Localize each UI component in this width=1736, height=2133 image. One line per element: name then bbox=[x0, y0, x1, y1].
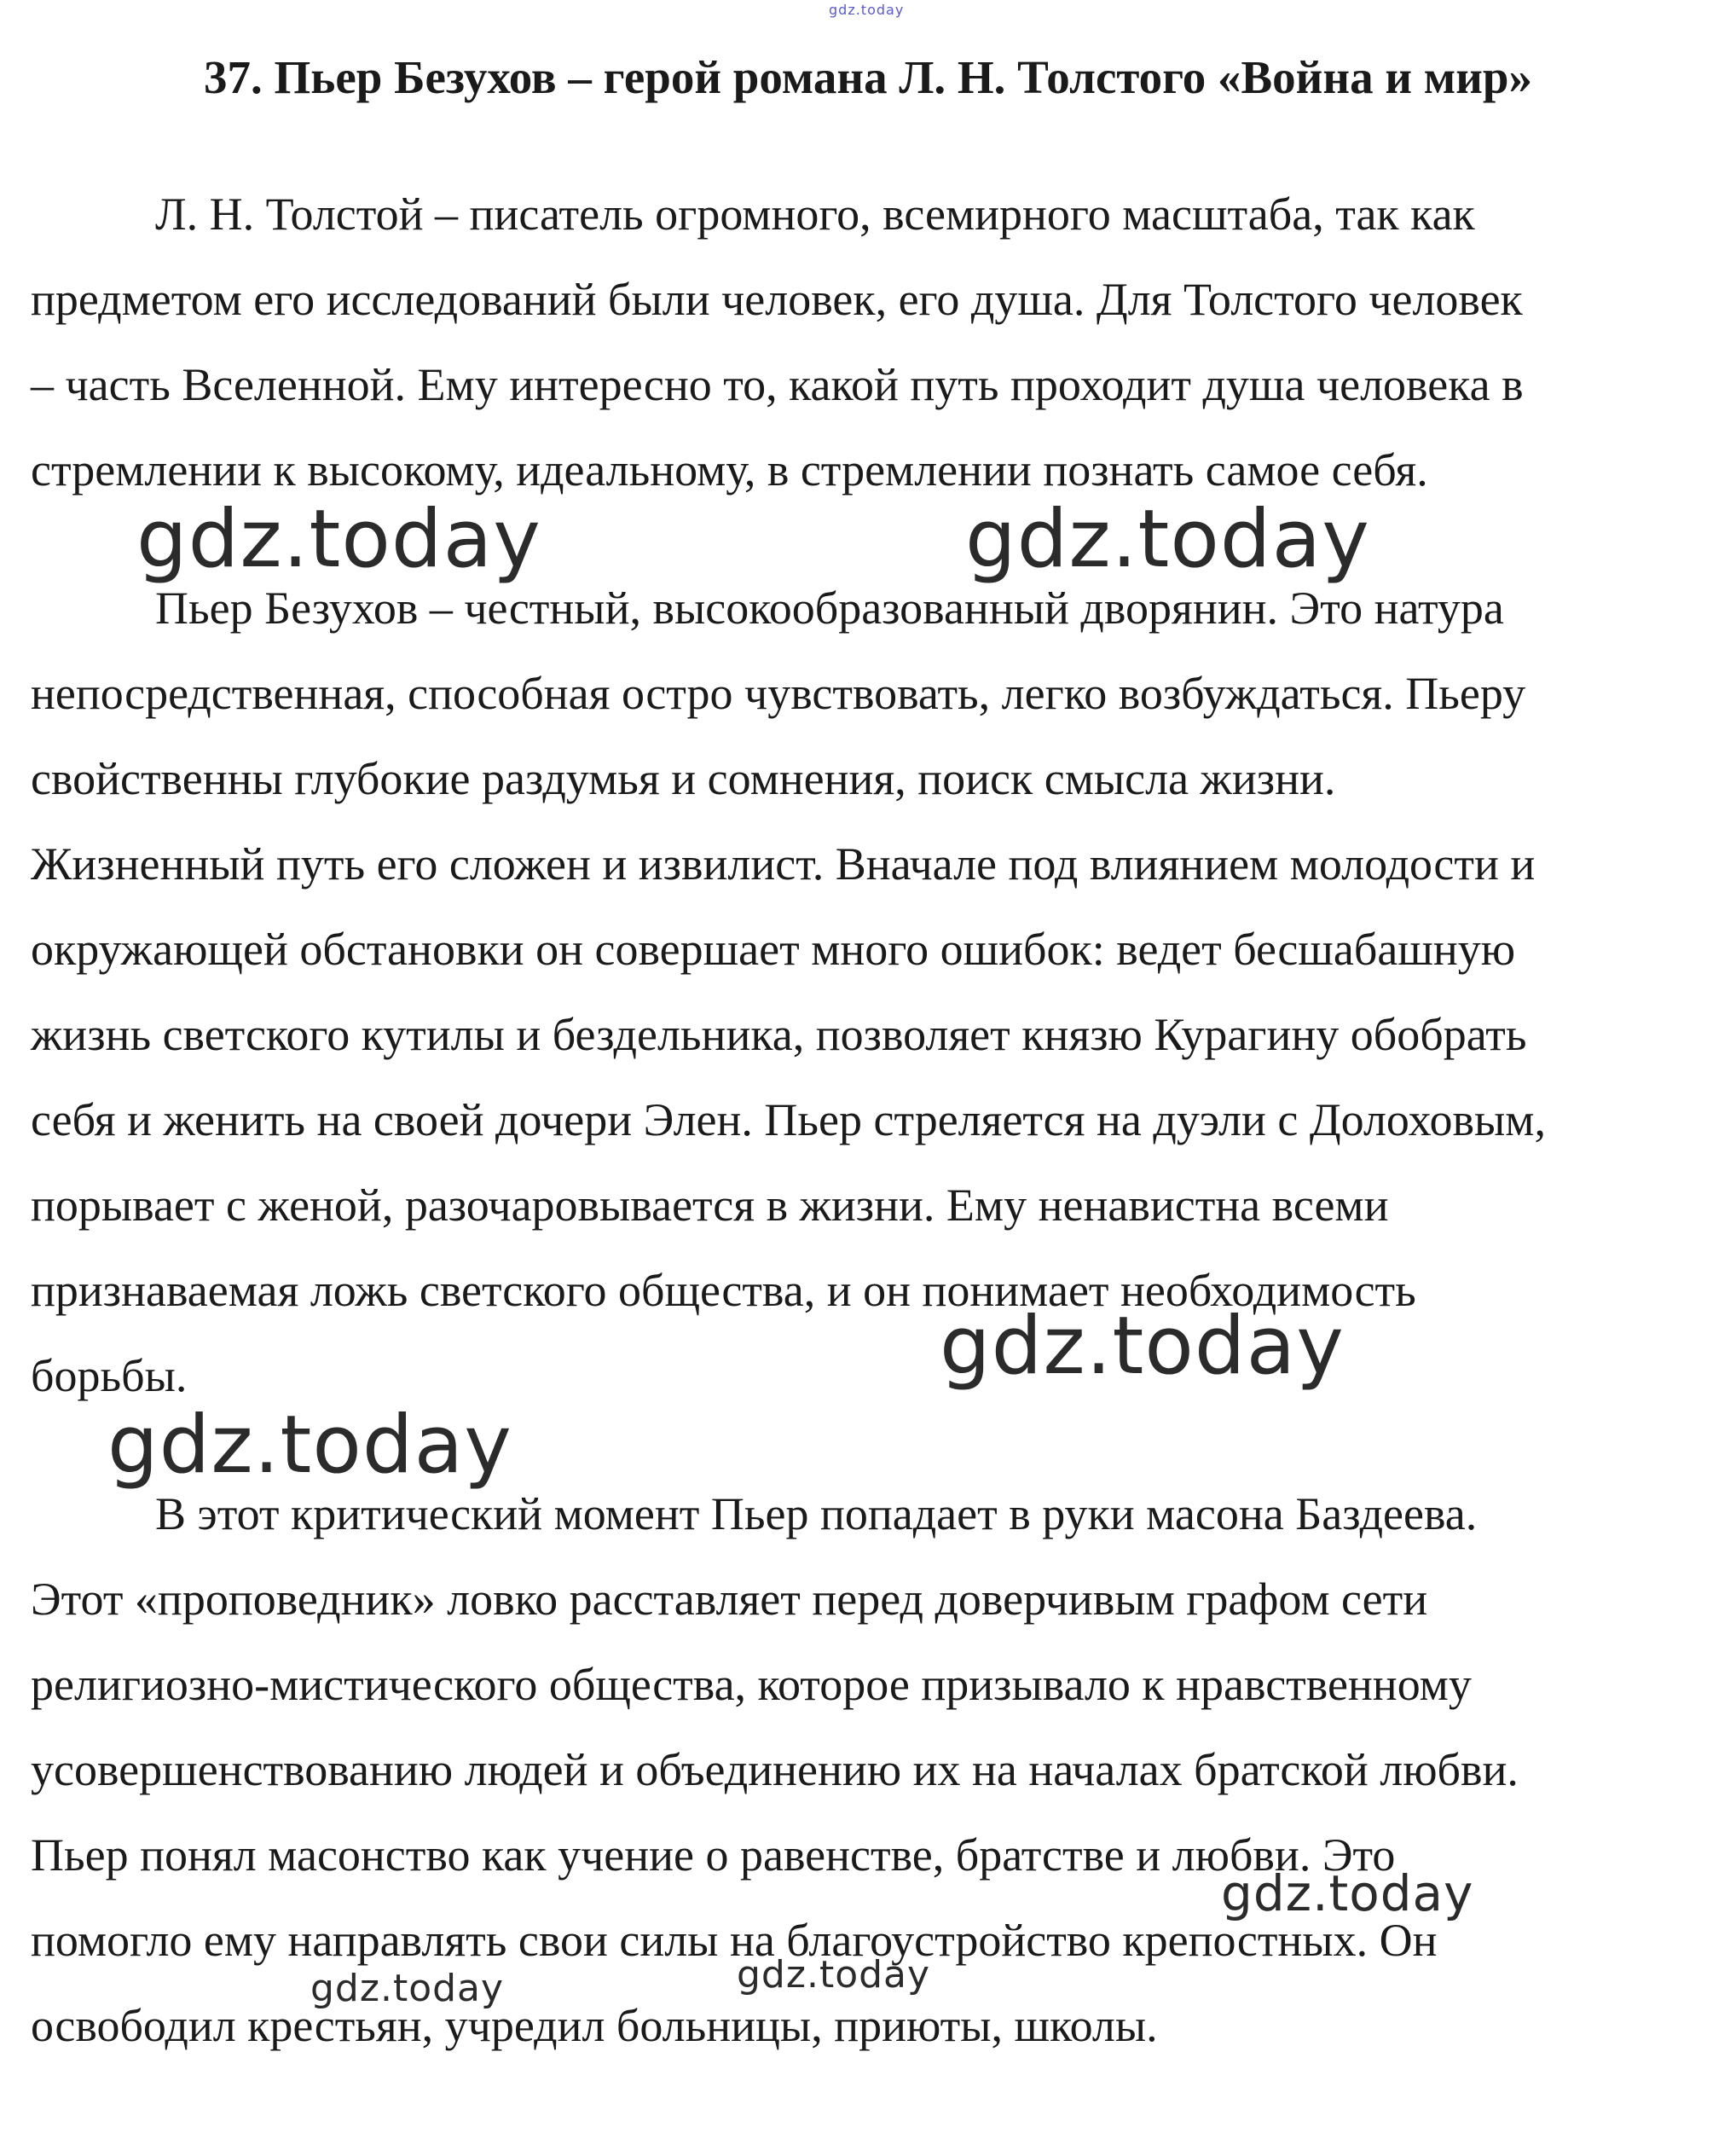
paragraph-line: Пьер понял масонство как учение о равенстве, братстве и любви. Это bbox=[31, 1829, 1396, 1881]
paragraph-line: усовершенствованию людей и объединению их на началах братской любви. bbox=[31, 1744, 1519, 1795]
paragraph-line: Пьер Безухов – честный, высокообразованный дворянин. Это натура bbox=[155, 583, 1504, 634]
paragraph-line: Этот «проповедник» ловко расставляет перед доверчивым графом сети bbox=[31, 1574, 1428, 1625]
page-title: 37. Пьер Безухов – герой романа Л. Н. Толстого «Война и мир» bbox=[204, 51, 1532, 103]
paragraph-line: порывает с женой, разочаровывается в жизни. Ему ненавистна всеми bbox=[31, 1180, 1389, 1231]
paragraph-line: религиозно-мистического общества, которое призывало к нравственному bbox=[31, 1659, 1472, 1710]
paragraph-line: освободил крестьян, учредил больницы, приюты, школы. bbox=[31, 2000, 1158, 2051]
paragraph-line: окружающей обстановки он совершает много ошибок: ведет бесшабашную bbox=[31, 924, 1516, 975]
paragraph-line: предметом его исследований были человек, его душа. Для Толстого человек bbox=[31, 274, 1523, 325]
paragraph-line: В этот критический момент Пьер попадает в руки масона Баздеева. bbox=[155, 1488, 1478, 1539]
paragraph-line: Жизненный путь его сложен и извилист. Вначале под влиянием молодости и bbox=[31, 838, 1536, 890]
paragraph-line: Л. Н. Толстой – писатель огромного, всемирного масштаба, так как bbox=[155, 188, 1475, 240]
paragraph-line: непосредственная, способная остро чувствовать, легко возбуждаться. Пьеру bbox=[31, 668, 1526, 719]
paragraph-line: помогло ему направлять свои силы на благоустройство крепостных. Он bbox=[31, 1915, 1438, 1966]
watermark: gdz.today bbox=[965, 493, 1370, 586]
watermark: gdz.today bbox=[940, 1300, 1345, 1393]
watermark: gdz.today bbox=[310, 1967, 505, 2010]
paragraph-line: признаваемая ложь светского общества, и он понимает необходимость bbox=[31, 1265, 1416, 1316]
watermark: gdz.today bbox=[136, 493, 541, 586]
watermark-top: gdz.today bbox=[829, 2, 905, 18]
watermark: gdz.today bbox=[737, 1953, 931, 1997]
paragraph-line: свойственны глубокие раздумья и сомнения, поиск смысла жизни. bbox=[31, 753, 1336, 804]
paragraph-line: себя и женить на своей дочери Элен. Пьер стреляется на дуэли с Долоховым, bbox=[31, 1094, 1546, 1145]
paragraph-line: – часть Вселенной. Ему интересно то, какой путь проходит душа человека в bbox=[31, 359, 1524, 410]
watermark: gdz.today bbox=[1221, 1864, 1474, 1922]
watermark: gdz.today bbox=[107, 1399, 512, 1492]
paragraph-line: борьбы. bbox=[31, 1350, 188, 1401]
paragraph-line: жизнь светского кутилы и бездельника, позволяет князю Курагину обобрать bbox=[31, 1009, 1527, 1060]
paragraph-line: стремлении к высокому, идеальному, в стремлении познать самое себя. bbox=[31, 444, 1428, 496]
